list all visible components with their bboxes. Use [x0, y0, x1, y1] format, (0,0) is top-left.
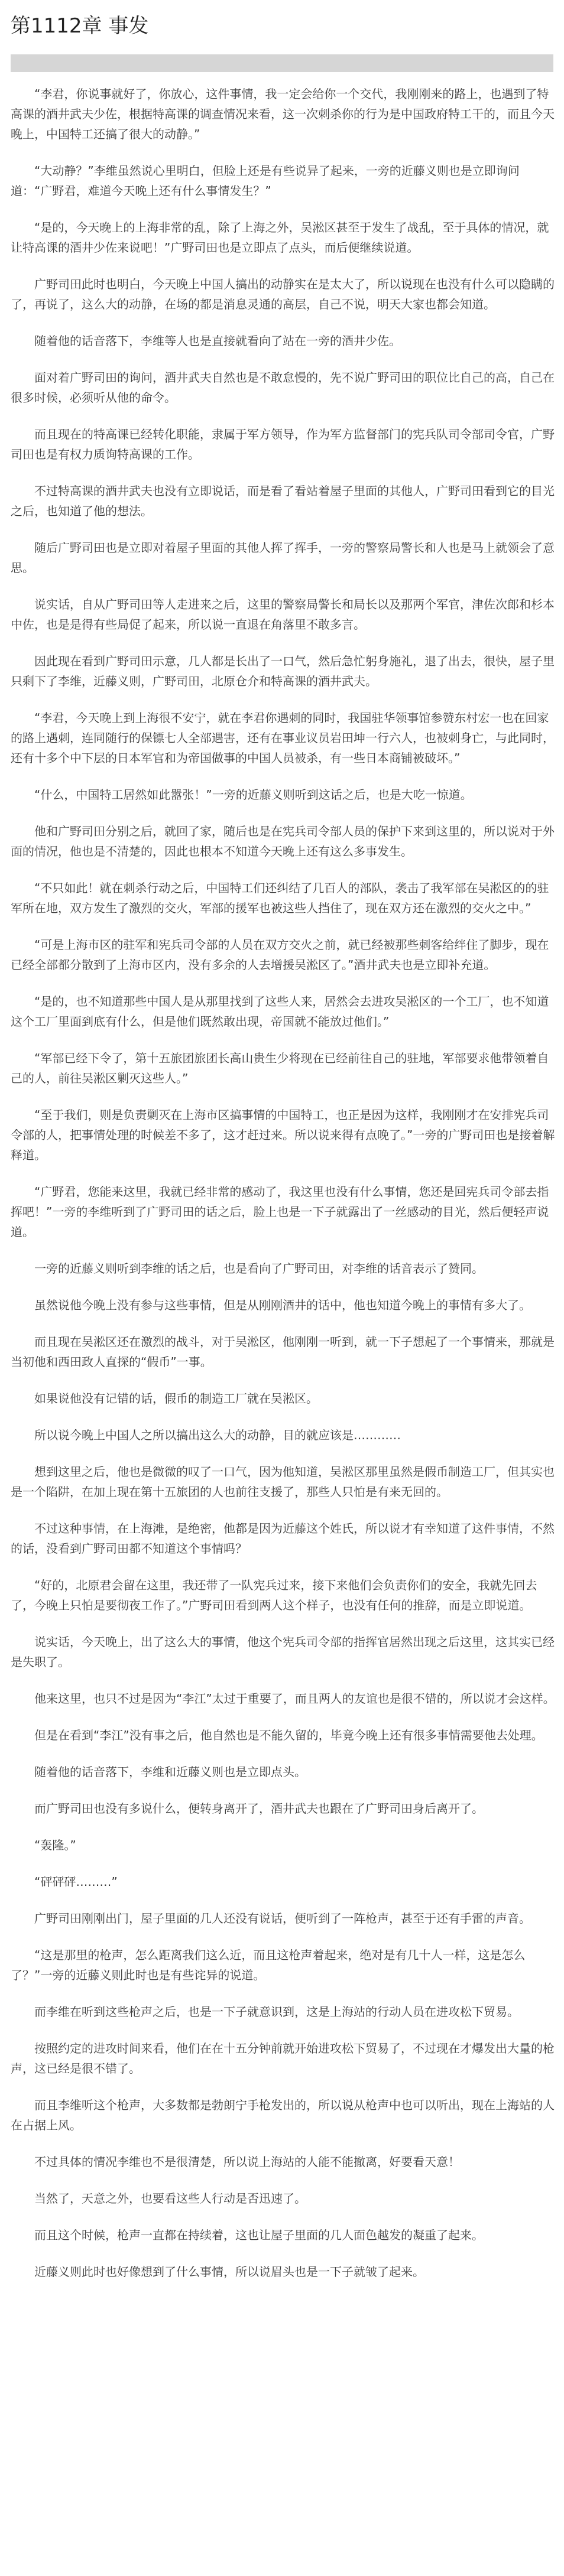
- body-paragraph: 而广野司田也没有多说什么，便转身离开了，酒井武夫也跟在了广野司田身后离开了。: [34, 1801, 484, 1816]
- body-paragraph: 而且现在吴淞区还在激烈的战斗，对于吴淞区，他刚刚一听到，就一下子想起了一个事情来，那就是当初他和西田政人直探的“假币”一事。: [11, 1335, 555, 1369]
- chapter-body: [0, 84, 564, 2282]
- body-paragraph: 一旁的近藤义则听到李维的话之后，也是看向了广野司田，对李维的话音表示了赞同。: [34, 1261, 484, 1276]
- body-paragraph: 近藤义则此时也好像想到了什么事情，所以说眉头也是一下子就皱了起来。: [34, 2265, 424, 2279]
- body-paragraph: “广野君，您能来这里，我就已经非常的感动了，我这里也没有什么事情，您还是回宪兵司令部去指挥吧！”一旁的李维听到了广野司田的话之后，脸上也是一下子就露出了一丝感动的目光，然后便轻声说道。: [11, 1185, 549, 1239]
- body-paragraph: 随着他的话音落下，李维等人也是直接就看向了站在一旁的酒井少佐。: [34, 334, 401, 348]
- body-paragraph: 而且现在的特高课已经转化职能，隶属于军方领导，作为军方监督部门的宪兵队司令部司令官，广野司田也是有权力质询特高课的工作。: [11, 427, 555, 461]
- body-paragraph: “至于我们，则是负责剿灭在上海市区搞事情的中国特工，也正是因为这样，我刚刚才在安排宪兵司令部的人，把事情处理的时候差不多了，这才赶过来。所以说来得有点晚了。”一旁的广野司田也是接着解释道。: [11, 1108, 555, 1162]
- body-paragraph: 当然了，天意之外，也要看这些人行动是否迅速了。: [34, 2191, 306, 2206]
- body-paragraph: 而且李维听这个枪声，大多数都是勃朗宁手枪发出的，所以说从枪声中也可以听出，现在上海站的人在占据上风。: [11, 2098, 555, 2132]
- body-paragraph: “李君，今天晚上到上海很不安宁，就在李君你遇刺的同时，我国驻华领事馆参赞东村宏一也在回家的路上遇刺，连同随行的保镖七人全部遇害，还有在事业议员岩田坤一行六人，也被刺身亡，与此同时，还有十多个中下层的日本军官和为帝国做事的中国人员被杀，有一些日本商铺被破坏。”: [11, 711, 555, 765]
- body-paragraph: “这是那里的枪声，怎么距离我们这么近，而且这枪声着起来，绝对是有几十人一样，这是怎么了？”一旁的近藤义则此时也是有些诧异的说道。: [11, 1948, 526, 1982]
- chapter-title: 第1112章 事发: [11, 14, 149, 38]
- body-paragraph: 不过具体的情况李维也不是很清楚，所以说上海站的人能不能撤离，好要看天意！: [34, 2155, 460, 2169]
- body-paragraph: 所以说今晚上中国人之所以搞出这么大的动静，目的就应该是…………: [34, 1428, 401, 1442]
- body-paragraph: “李君，你说事就好了，你放心，这件事情，我一定会给你一个交代，我刚刚来的路上，也遇到了特高课的酒井武夫少佐，根据特高课的调查情况来看，这一次刺杀你的行为是中国政府特工干的，而且今天晚上，中国特工还搞了很大的动静。”: [11, 87, 555, 141]
- body-paragraph: 如果说他没有记错的话，假币的制造工厂就在吴淞区。: [34, 1391, 318, 1406]
- body-paragraph: 虽然说他今晚上没有参与这些事情，但是从刚刚酒井的话中，他也知道今晚上的事情有多大了。: [34, 1298, 531, 1312]
- body-paragraph: 说实话，今天晚上，出了这么大的事情，他这个宪兵司令部的指挥官居然出现之后这里，这其实已经是失职了。: [11, 1635, 555, 1669]
- body-paragraph: 随着他的话音落下，李维和近藤义则也是立即点头。: [34, 1765, 306, 1779]
- body-paragraph: 按照约定的进攻时间来看，他们在在十五分钟前就开始进攻松下贸易了，不过现在才爆发出大量的枪声，这已经是很不错了。: [11, 2041, 555, 2076]
- body-paragraph: 但是在看到“李江”没有事之后，他自然也是不能久留的，毕竟今晚上还有很多事情需要他去处理。: [34, 1728, 543, 1742]
- body-paragraph: 因此现在看到广野司田示意，几人都是长出了一口气，然后急忙躬身施礼，退了出去，很快，屋子里只剩下了李维，近藤义则，广野司田，北原仓介和特高课的酒井武夫。: [11, 654, 555, 688]
- body-paragraph: 而且这个时候，枪声一直都在持续着，这也让屋子里面的几人面色越发的凝重了起来。: [34, 2228, 484, 2242]
- body-paragraph: 广野司田刚刚出门，屋子里面的几人还没有说话，便听到了一阵枪声，甚至于还有手雷的声音。: [34, 1911, 531, 1926]
- body-paragraph: 广野司田此时也明白，今天晚上中国人搞出的动静实在是太大了，所以说现在也没有什么可以隐瞒的了，再说了，这么大的动静，在场的都是消息灵通的高层，自己不说，明天大家也都会知道。: [11, 277, 555, 311]
- body-paragraph: “砰砰砰………”: [34, 1875, 118, 1889]
- title-divider-bar: [11, 54, 553, 72]
- body-paragraph: “是的，也不知道那些中国人是从那里找到了这些人来，居然会去进攻吴淞区的一个工厂，也不知道这个工厂里面到底有什么，但是他们既然敢出现，帝国就不能放过他们。”: [11, 994, 549, 1029]
- body-paragraph: “军部已经下令了，第十五旅团旅团长高山贵生少将现在已经前往自己的驻地，军部要求他带领着自己的人，前往吴淞区剿灭这些人。”: [11, 1051, 549, 1085]
- body-paragraph: 说实话，自从广野司田等人走进来之后，这里的警察局警长和局长以及那两个军官，津佐次郎和杉本中佐，也是是得有些局促了起来，所以说一直退在角落里不敢多言。: [11, 597, 555, 632]
- body-paragraph: “大动静？”李维虽然说心里明白，但脸上还是有些说异了起来，一旁的近藤义则也是立即询问道：“广野君，难道今天晚上还有什么事情发生？”: [11, 164, 520, 198]
- body-paragraph: “是的，今天晚上的上海非常的乱，除了上海之外，吴淞区甚至于发生了战乱，至于具体的情况，就让特高课的酒井少佐来说吧！”广野司田也是立即点了点头，而后便继续说道。: [11, 220, 549, 255]
- body-paragraph: “轰隆。”: [34, 1838, 76, 1852]
- body-paragraph: “不只如此！就在刺杀行动之后，中国特工们还纠结了几百人的部队，袭击了我军部在吴淞区的的驻军所在地，双方发生了激烈的交火，军部的援军也被这些人挡住了，现在双方还在激烈的交火之中。”: [11, 881, 549, 915]
- body-paragraph: 不过这种事情，在上海滩，是绝密，他都是因为近藤这个姓氏，所以说才有幸知道了这件事情，不然的话，没看到广野司田都不知道这个事情吗？: [11, 1521, 555, 1556]
- body-paragraph: “什么，中国特工居然如此嚣张！”一旁的近藤义则听到这话之后，也是大吃一惊道。: [34, 788, 472, 802]
- body-paragraph: 他和广野司田分别之后，就回了家，随后也是在宪兵司令部人员的保护下来到这里的，所以说对于外面的情况，他也是不清楚的，因此也根本不知道今天晚上还有这么多事发生。: [11, 824, 555, 858]
- body-paragraph: 面对着广野司田的询问，酒井武夫自然也是不敢怠慢的，先不说广野司田的职位比自己的高，自己在很多时候，必须听从他的命令。: [11, 370, 555, 405]
- body-paragraph: 随后广野司田也是立即对着屋子里面的其他人挥了挥手，一旁的警察局警长和人也是马上就领会了意思。: [11, 541, 555, 575]
- body-paragraph: 想到这里之后，他也是微微的叹了一口气，因为他知道，吴淞区那里虽然是假币制造工厂，但其实也是一个陷阱，在加上现在第十五旅团的人也前往支援了，那些人只怕是有来无回的。: [11, 1465, 555, 1499]
- body-paragraph: 而李维在听到这些枪声之后，也是一下子就意识到，这是上海站的行动人员在进攻松下贸易。: [34, 2005, 519, 2019]
- body-paragraph: “可是上海市区的驻军和宪兵司令部的人员在双方交火之前，就已经被那些刺客给绊住了脚步，现在已经全部都分散到了上海市区内，没有多余的人去增援吴淞区了。”酒井武夫也是立即补充道。: [11, 938, 549, 972]
- body-paragraph: 不过特高课的酒井武夫也没有立即说话，而是看了看站着屋子里面的其他人，广野司田看到它的目光之后，也知道了他的想法。: [11, 484, 555, 518]
- body-paragraph: “好的，北原君会留在这里，我还带了一队宪兵过来，接下来他们会负责你们的安全，我就先回去了，今晚上只怕是要彻夜工作了。”广野司田看到两人这个样子，也没有任何的推辞，而是立即说道。: [11, 1578, 537, 1612]
- body-paragraph: 他来这里，也只不过是因为“李江”太过于重要了，而且两人的友谊也是很不错的，所以说才会这样。: [34, 1692, 555, 1706]
